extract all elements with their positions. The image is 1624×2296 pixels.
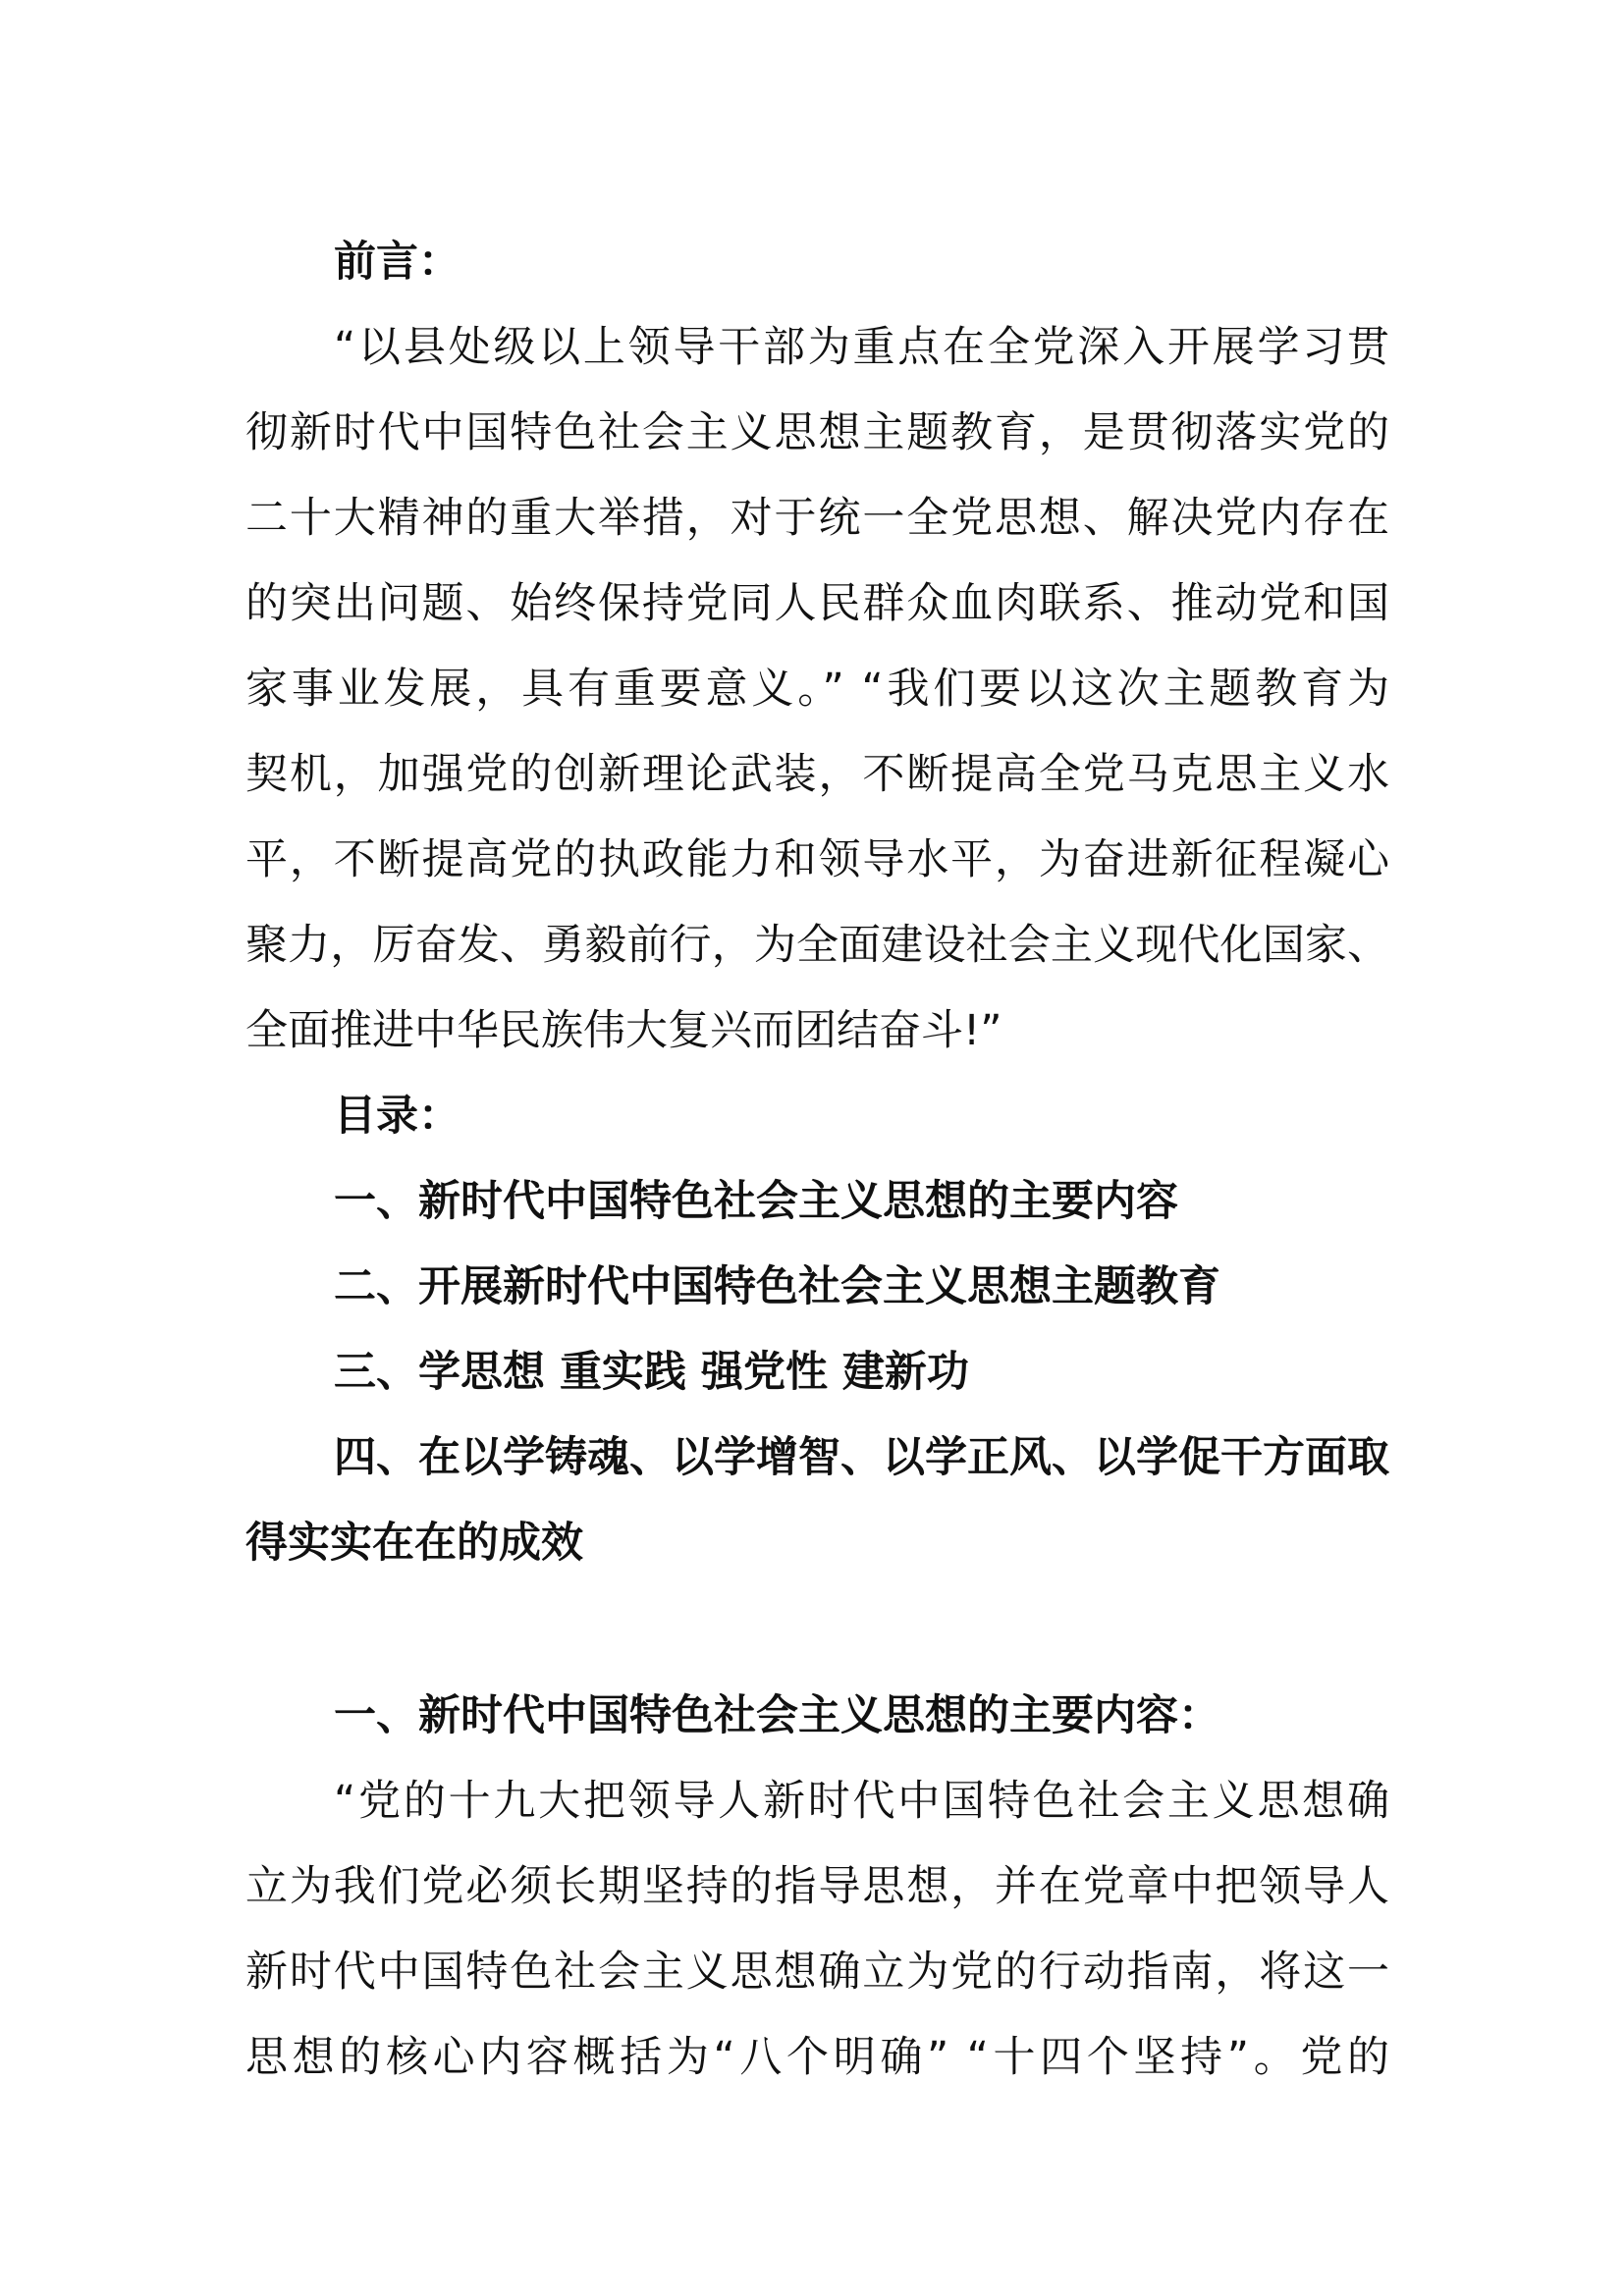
preface-line-1: “以县处级以上领导干部为重点在全党深入开展学习贯 (334, 323, 1389, 372)
preface-line-2: 彻新时代中国特色社会主义思想主题教育，是贯彻落实党的 (245, 408, 1389, 457)
preface-line-8: 聚力，厉奋发、勇毅前行，为全面建设社会主义现代化国家、 (245, 921, 1389, 970)
preface-heading: 前言： (334, 238, 460, 287)
preface-line-9: 全面推进中华民族伟大复兴而团结奋斗!” (245, 1006, 1002, 1055)
toc-item-3: 三、学思想 重实践 强党性 建新功 (334, 1348, 969, 1397)
section1-line-3: 新时代中国特色社会主义思想确立为党的行动指南，将这一 (245, 1948, 1389, 1997)
section1-line-4: 思想的核心内容概括为“八个明确” “十四个坚持”。党的 (245, 2033, 1389, 2082)
section1-heading: 一、新时代中国特色社会主义思想的主要内容： (334, 1691, 1220, 1740)
toc-heading: 目录： (334, 1092, 460, 1141)
section1-line-1: “党的十九大把领导人新时代中国特色社会主义思想确 (334, 1777, 1389, 1826)
preface-line-5: 家事业发展，具有重要意义。” “我们要以这次主题教育为 (245, 665, 1389, 714)
toc-item-2: 二、开展新时代中国特色社会主义思想主题教育 (334, 1262, 1220, 1311)
preface-line-6: 契机，加强党的创新理论武装，不断提高全党马克思主义水 (245, 750, 1389, 799)
toc-item-4: 四、在以学铸魂、以学增智、以学正风、以学促干方面取 (334, 1433, 1389, 1482)
section1-line-2: 立为我们党必须长期坚持的指导思想，并在党章中把领导人 (245, 1862, 1389, 1911)
preface-line-3: 二十大精神的重大举措，对于统一全党思想、解决党内存在 (245, 494, 1389, 543)
preface-line-4: 的突出问题、始终保持党同人民群众血肉联系、推动党和国 (245, 579, 1389, 628)
toc-item-4-continued: 得实实在在的成效 (245, 1519, 583, 1568)
toc-item-1: 一、新时代中国特色社会主义思想的主要内容 (334, 1177, 1178, 1226)
preface-line-7: 平，不断提高党的执政能力和领导水平，为奋进新征程凝心 (245, 835, 1389, 884)
